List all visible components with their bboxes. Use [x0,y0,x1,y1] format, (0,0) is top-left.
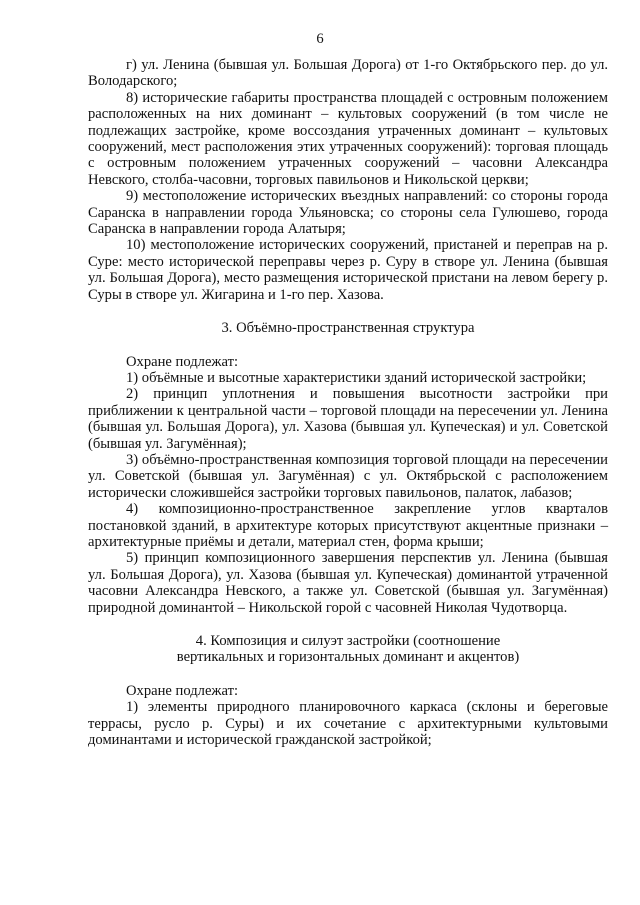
section-4-intro: Охране подлежат: [126,682,239,699]
section-3-item-3: 3) объёмно-пространственная композиция торговой площади на пересечении ул. Советской (бывшая ул. Загумённая) с ул. Октябрьской с расположением исторически сложившейся застройки торговых павильонов, палаток, лабазов; [88,451,608,501]
paragraph-item-g: г) ул. Ленина (бывшая ул. Большая Дорога) от 1-го Октябрьского пер. до ул. Володарского; [88,57,608,90]
section-4-item-1: 1) элементы природного планировочного каркаса (склоны и береговые террасы, русло р. Суры) и их сочетание с архитектурными культовыми доминантами и исторической гражданской застройкой; [88,699,608,749]
document-body [88,57,608,748]
paragraph-item-10: 10) местоположение исторических сооружений, пристаней и переправ на р. Суре: место исторической переправы через р. Суру в створе ул. Ленина (бывшая ул. Большая Дорога), место размещения исторической пристани на левом берегу р. Суры в створе ул. Жигарина и 1-го пер. Хазова. [88,237,608,303]
paragraph-item-8: 8) исторические габариты пространства площадей с островным положением расположенных на них доминант – культовых сооружений (в том числе не подлежащих застройке, кроме воссоздания утраченных доминант – культовых сооружений, мест расположения этих утраченных сооружений): торговая площадь с островным положением утраченных сооружений – часовни Александра Невского, столба-часовни, торговых павильонов и Никольской церкви; [88,89,608,188]
section-3-item-1: 1) объёмные и высотные характеристики зданий исторической застройки; [126,369,587,386]
section-3-heading: 3. Объёмно-пространственная структура [221,320,475,337]
section-4-heading-line-1: 4. Композиция и силуэт застройки (соотношение [195,633,501,649]
section-3-item-2: 2) принцип уплотнения и повышения высотности застройки при приближении к центральной части – торговой площади на пересечении ул. Ленина (бывшая ул. Большая Дорога), ул. Хазова (бывшая ул. Купеческая) и ул. Советской (бывшая ул. Загумённая); [88,386,608,452]
paragraph-item-9: 9) местоположение исторических въездных направлений: со стороны города Саранска в направлении города Ульяновска; со стороны села Гулюшево, города Саранска в направлении города Алатыря; [88,188,608,238]
section-3-item-5: 5) принцип композиционного завершения перспектив ул. Ленина (бывшая ул. Большая Дорога), ул. Хазова (бывшая ул. Купеческая) доминантой утраченной часовни Александра Невского, а также ул. Советской (бывшая ул. Загумённая) природной доминантой – Никольской горой с часовней Николая Чудотворца. [88,550,608,616]
section-3-intro: Охране подлежат: [126,353,239,370]
page-number: 6 [316,31,324,47]
section-4-heading-line-2: вертикальных и горизонтальных доминант и акцентов) [176,649,520,666]
section-3-item-4: 4) композиционно-пространственное закрепление углов кварталов постановкой зданий, в архитектуре которых присутствуют акцентные признаки – архитектурные приёмы и детали, материал стен, форма крыши; [88,501,608,550]
